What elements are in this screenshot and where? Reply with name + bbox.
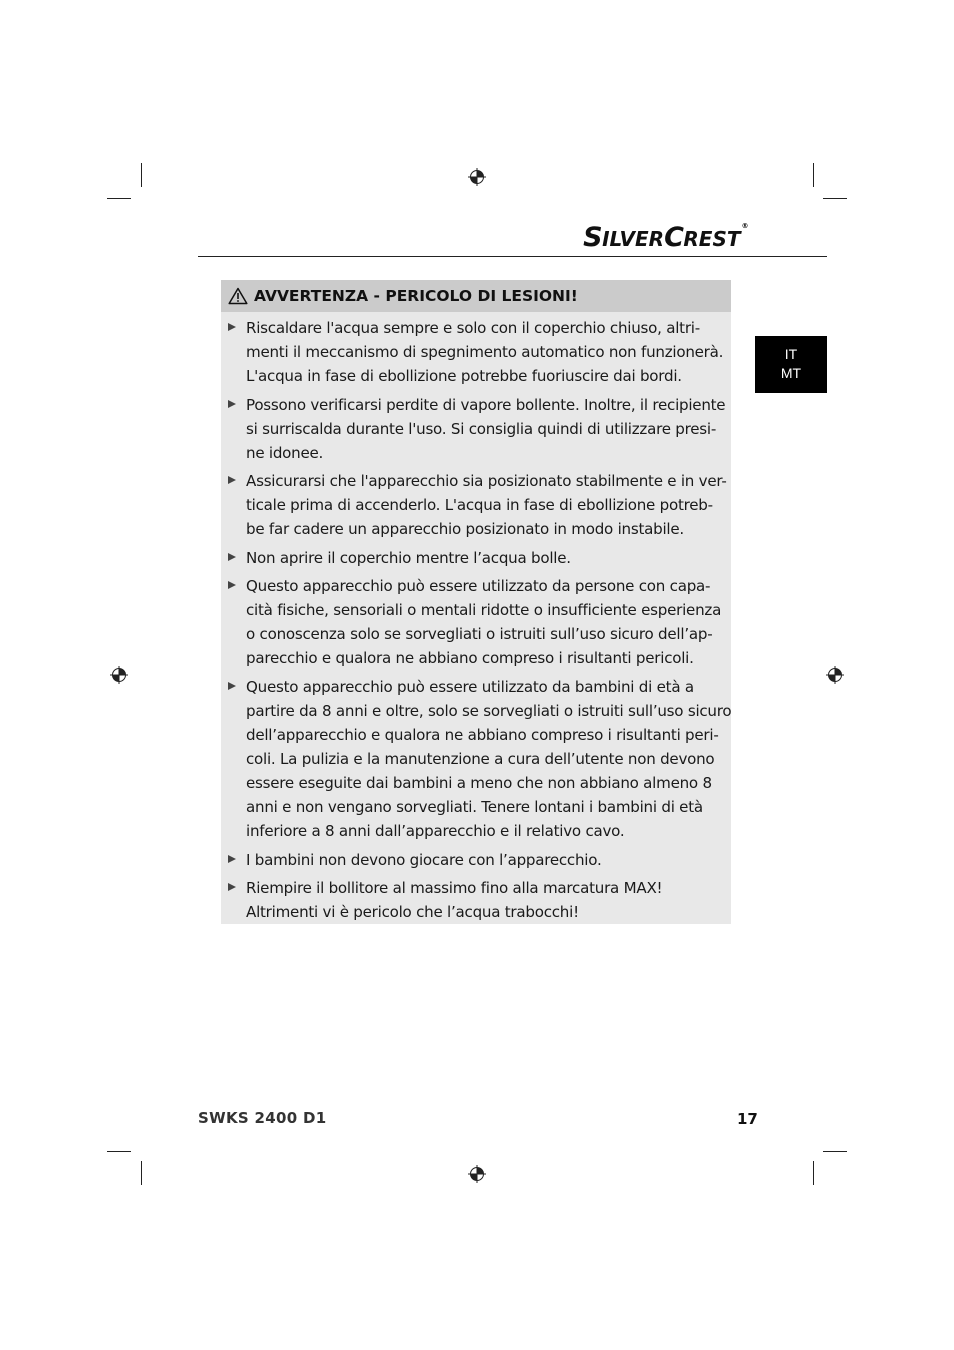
warning-text-line: partire da 8 anni e oltre, solo se sorvegliati o istruiti sull’uso sicuro [246, 701, 732, 720]
bullet-arrow-icon [228, 323, 236, 331]
page-number: 17 [737, 1110, 758, 1128]
bullet-arrow-icon [228, 682, 236, 690]
warning-text-line: ticale prima di accenderlo. L'acqua in fase di ebollizione potreb- [246, 496, 713, 515]
language-tab [755, 336, 827, 393]
warning-text-line: ne idonee. [246, 443, 324, 462]
warning-text-line: Riscaldare l'acqua sempre e solo con il coperchio chiuso, altri- [246, 319, 700, 337]
warning-list-item [246, 876, 727, 924]
warning-list-item [246, 848, 727, 872]
warning-text-line: be far cadere un apparecchio posizionato in modo instabile. [246, 520, 684, 539]
warning-text-line: Possono verificarsi perdite di vapore bollente. Inoltre, il recipiente [246, 395, 726, 414]
warning-list-item [246, 316, 727, 388]
warning-text-line: I bambini non devono giocare con l’apparecchio. [246, 850, 602, 869]
crop-mark [141, 1161, 142, 1185]
bullet-arrow-icon [228, 855, 236, 863]
warning-triangle-icon [228, 287, 248, 305]
language-code: IT [784, 346, 798, 362]
warning-text-line: Altrimenti vi è pericolo che l’acqua trabocchi! [246, 903, 579, 922]
warning-list-item [246, 546, 727, 570]
logo-letter: C [664, 222, 684, 253]
crop-mark [141, 163, 142, 187]
warning-text-line: inferiore a 8 anni dall’apparecchio e il relativo cavo. [246, 821, 625, 840]
warning-text-line: o conoscenza solo se sorvegliati o istruiti sull’uso sicuro dell’ap- [246, 625, 713, 644]
warning-text-line: menti il meccanismo di spegnimento automatico non funzionerà. [246, 343, 724, 361]
header-rule [198, 256, 827, 257]
language-code: MT [780, 365, 802, 381]
bullet-arrow-icon [228, 581, 236, 589]
warning-text-line: L'acqua in fase di ebollizione potrebbe fuoriuscire dai bordi. [246, 367, 682, 385]
logo-letter: S [583, 222, 603, 253]
warning-text-line: essere eseguite dai bambini a meno che non abbiano almeno 8 [246, 773, 712, 792]
model-number: SWKS 2400 D1 [198, 1109, 327, 1127]
warning-header [221, 280, 731, 312]
registration-mark-icon [468, 168, 486, 186]
warning-text-line: parecchio e qualora ne abbiano compreso i risultanti pericoli. [246, 649, 694, 668]
warning-list-item [246, 393, 727, 465]
bullet-arrow-icon [228, 476, 236, 484]
crop-mark [107, 1151, 131, 1152]
bullet-arrow-icon [228, 400, 236, 408]
warning-text-line: cità fisiche, sensoriali o mentali ridotte o insufficiente esperienza [246, 601, 722, 620]
warning-text-line: Assicurarsi che l'apparecchio sia posizionato stabilmente e in ver- [246, 472, 727, 491]
crop-mark [823, 1151, 847, 1152]
registration-mark-icon [826, 666, 844, 684]
warning-list-item [246, 469, 727, 541]
warning-box [221, 280, 731, 924]
crop-mark [813, 1161, 814, 1185]
warning-text-line: anni e non vengano sorvegliati. Tenere lontani i bambini di età [246, 797, 703, 816]
registration-mark-icon [110, 666, 128, 684]
silvercrest-logo [583, 222, 748, 252]
crop-mark [813, 163, 814, 187]
warning-text-line: si surriscalda durante l'uso. Si consiglia quindi di utilizzare presi- [246, 419, 717, 438]
crop-mark [107, 198, 131, 199]
warning-text-line: Questo apparecchio può essere utilizzato da bambini di età a [246, 677, 694, 696]
bullet-arrow-icon [228, 883, 236, 891]
crop-mark [823, 198, 847, 199]
warning-text-line: coli. La pulizia e la manutenzione a cura dell’utente non devono [246, 749, 715, 768]
warning-list [221, 312, 731, 924]
warning-list-item [246, 675, 732, 843]
registration-mark-icon [468, 1165, 486, 1183]
warning-text-line: Riempire il bollitore al massimo fino alla marcatura MAX! [246, 879, 663, 898]
logo-letters: REST [683, 227, 741, 251]
logo-letters: ILVER [602, 227, 665, 251]
bullet-arrow-icon [228, 553, 236, 561]
warning-text-line: Questo apparecchio può essere utilizzato da persone con capa- [246, 577, 711, 596]
warning-title: AVVERTENZA - PERICOLO DI LESIONI! [254, 287, 578, 305]
warning-text-line: dell’apparecchio e qualora ne abbiano compreso i risultanti peri- [246, 725, 719, 744]
registered-mark: ® [741, 222, 748, 230]
warning-list-item [246, 574, 727, 670]
warning-text-line: Non aprire il coperchio mentre l’acqua bolle. [246, 548, 571, 567]
